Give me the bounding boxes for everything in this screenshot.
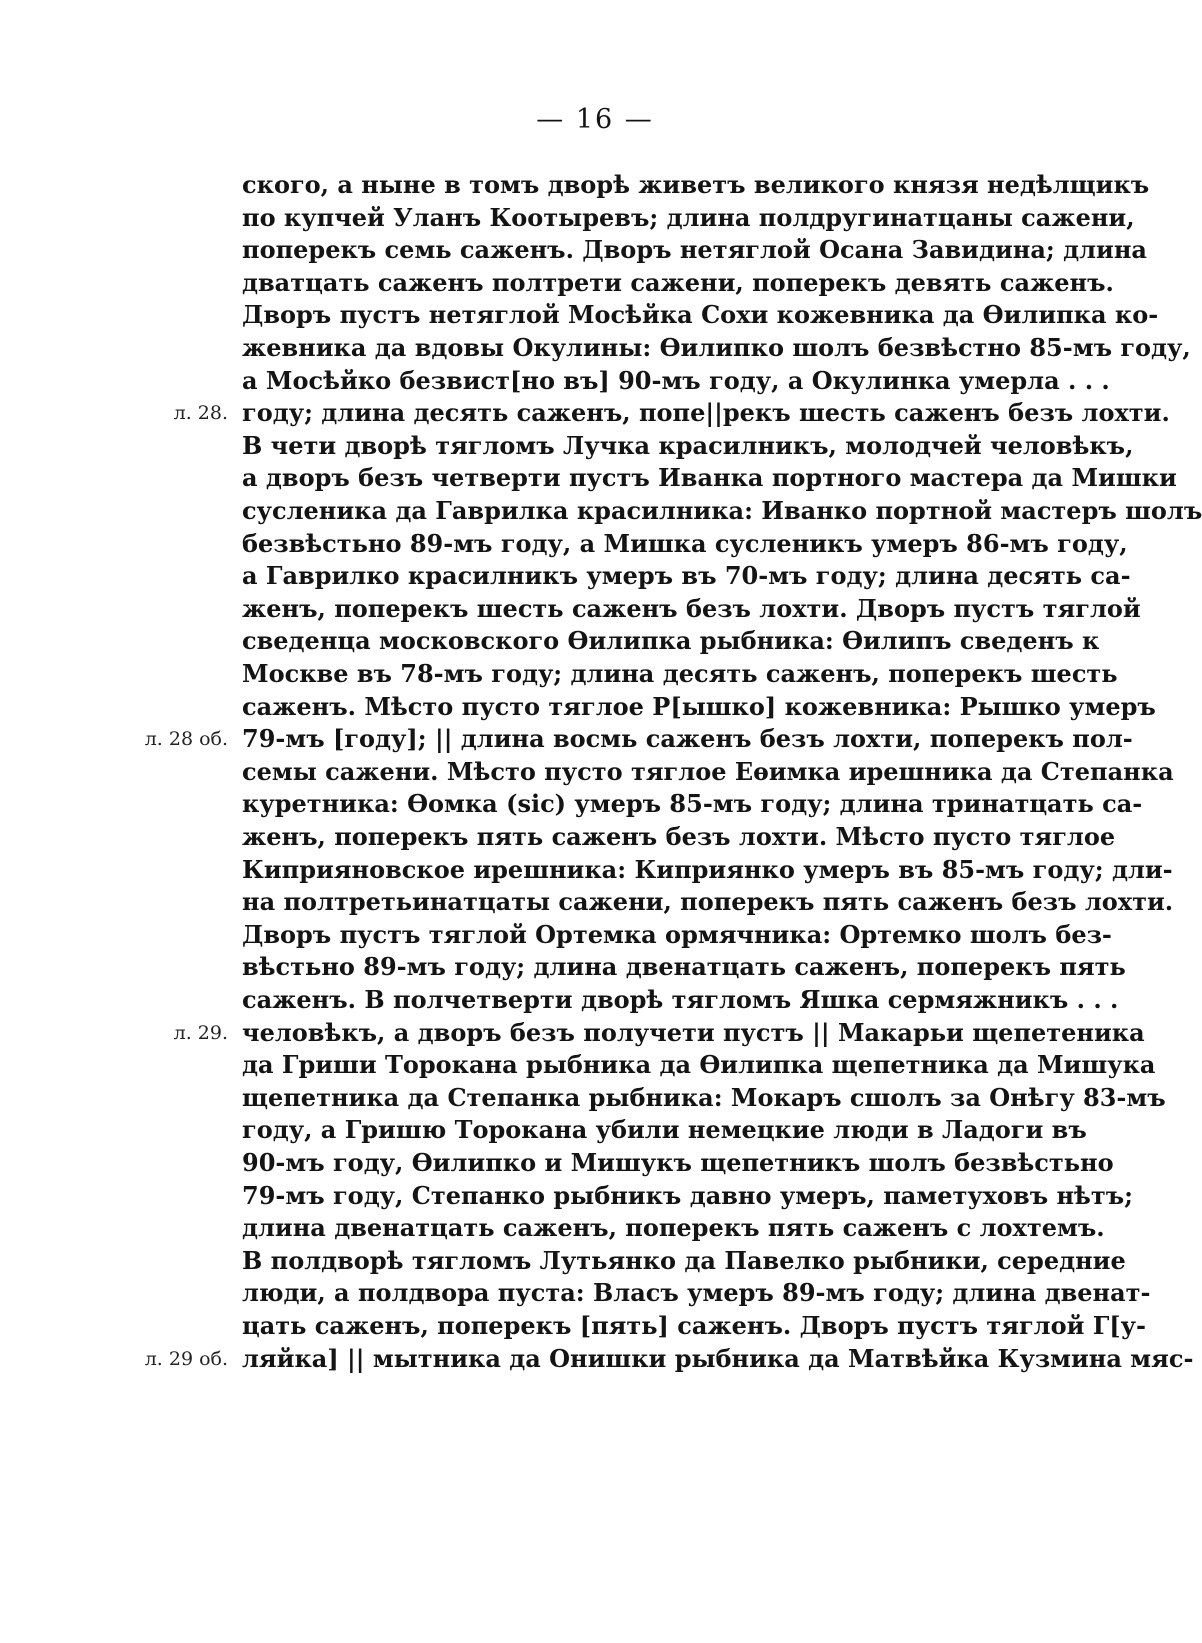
text-line: Дворъ пустъ тяглой Ортемка ормячника: Ортемко шолъ без- <box>242 919 1112 949</box>
text-line: году; длина десять саженъ, попе||рекъ шесть саженъ безъ лохти. <box>242 398 1170 428</box>
text-line: вѣстьно 89-мъ году; длина двенатцать саженъ, поперекъ пять <box>242 952 1126 982</box>
text-line: саженъ. В полчетверти дворѣ тягломъ Яшка сермяжникъ . . . <box>242 985 1119 1014</box>
margin-note-l28-ob: л. 28 об. <box>144 728 228 751</box>
text-line: женъ, поперекъ шесть саженъ безъ лохти. Дворъ пустъ тяглой <box>242 593 1141 623</box>
text-line: на полтретьинатцаты сажени, поперекъ пять саженъ безъ лохти. <box>242 887 1174 917</box>
text-line: В чети дворѣ тягломъ Лучка красилникъ, молодчей человѣкъ, <box>242 430 1134 460</box>
margin-note-l29: л. 29. <box>173 1021 228 1044</box>
text-line: сусленика да Гаврилка красилника: Иванко портной мастеръ шолъ <box>242 496 1202 525</box>
text-line: безвѣстьно 89-мъ году, а Мишка сусленикъ умеръ 86-мъ году, <box>242 528 1128 558</box>
text-line: цать саженъ, поперекъ [пять] саженъ. Дворъ пустъ тяглой Г[у- <box>242 1311 1146 1340</box>
page-number: — 16 — <box>536 104 654 135</box>
text-line: году, а Гришю Торокана убили немецкие люди в Ладоги въ <box>242 1115 1087 1145</box>
text-line: а дворъ безъ четверти пустъ Иванка портного мастера да Мишки <box>242 463 1177 493</box>
text-line: да Гриши Торокана рыбника да Ѳилипка щепетника да Мишука <box>242 1050 1156 1080</box>
text-line: 90-мъ году, Ѳилипко и Мишукъ щепетникъ шолъ безвѣстьно <box>242 1148 1114 1177</box>
text-line: саженъ. Мѣсто пусто тяглое Р[ышко] кожевника: Рышко умеръ <box>242 691 1156 721</box>
text-line: сведенца московского Ѳилипка рыбника: Ѳилипъ сведенъ к <box>242 626 1100 656</box>
text-line: люди, а полдвора пуста: Власъ умеръ 89-мъ году; длина двенат- <box>242 1278 1151 1308</box>
text-line: дватцать саженъ полтрети сажени, поперекъ девять саженъ. <box>242 267 1114 297</box>
text-line: Киприяновское ирешника: Киприянко умеръ въ 85-мъ году; дли- <box>242 854 1173 884</box>
text-line: 79-мъ [году]; || длина восмь саженъ безъ лохти, поперекъ пол- <box>242 724 1133 754</box>
text-line: семы сажени. Мѣсто пусто тяглое Еѳимка ирешника да Степанка <box>242 756 1174 786</box>
text-line: Москве въ 78-мъ году; длина десять саженъ, поперекъ шесть <box>242 659 1118 688</box>
text-line: человѣкъ, а дворъ безъ получети пустъ || Макарьи щепетеника <box>242 1017 1145 1047</box>
text-line: В полдворѣ тягломъ Лутьянко да Павелко рыбники, середние <box>242 1245 1126 1275</box>
text-line: 79-мъ году, Степанко рыбникъ давно умеръ, паметуховъ нѣтъ; <box>242 1180 1134 1210</box>
text-line: поперекъ семь саженъ. Дворъ нетяглой Осана Завидина; длина <box>242 235 1147 265</box>
text-line: длина двенатцать саженъ, поперекъ пять саженъ с лохтемъ. <box>242 1213 1105 1243</box>
text-line: по купчей Уланъ Коотыревъ; длина полдругинатцаны сажени, <box>242 202 1135 232</box>
text-line: ского, а ныне в томъ дворѣ живетъ великого князя недѣлщикъ <box>242 170 1150 199</box>
text-line: женъ, поперекъ пять саженъ безъ лохти. Мѣсто пусто тяглое <box>242 822 1116 851</box>
margin-note-l28: л. 28. <box>173 402 228 425</box>
margin-note-l29-ob: л. 29 об. <box>144 1347 228 1370</box>
text-line: а Мосѣйко безвист[но въ] 90-мъ году, а Окулинка умерла . . . <box>242 365 1110 395</box>
text-line: щепетника да Степанка рыбника: Мокаръ сшолъ за Онѣгу 83-мъ <box>242 1082 1166 1112</box>
text-line: ляйка] || мытника да Онишки рыбника да Матвѣйка Кузмина мяс- <box>242 1343 1194 1373</box>
text-line: жевника да вдовы Окулины: Ѳилипко шолъ безвѣстно 85-мъ году, <box>242 333 1191 362</box>
text-line: а Гаврилко красилникъ умеръ въ 70-мъ году; длина десять са- <box>242 561 1131 591</box>
text-line: куретника: Ѳомка (sic) умеръ 85-мъ году; длина тринатцать са- <box>242 789 1143 819</box>
text-line: Дворъ пустъ нетяглой Мосѣйка Сохи кожевника да Ѳилипка ко- <box>242 300 1159 330</box>
